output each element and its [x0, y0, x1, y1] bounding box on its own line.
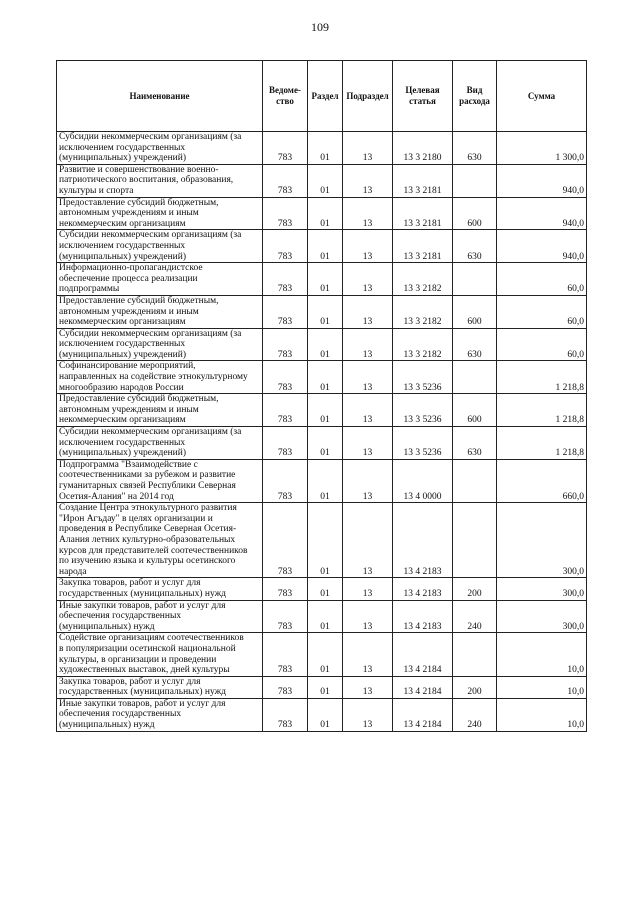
row-section-cell: 01: [308, 361, 343, 394]
row-expense-cell: 630: [453, 427, 497, 460]
table-row: [57, 361, 587, 394]
row-subsection-cell: 13: [343, 578, 393, 600]
row-section-cell: 01: [308, 698, 343, 731]
row-sum-cell: 60,0: [497, 328, 587, 361]
row-target-cell: 13 3 5236: [393, 427, 453, 460]
row-target-cell: 13 3 5236: [393, 361, 453, 394]
row-dept-cell: 783: [263, 427, 308, 460]
row-name-cell: Подпрограмма "Взаимодействие с соотечественниками за рубежом и развитие гуманитарных связей Республики Северная Осетия-Алания" на 2014 год: [57, 459, 263, 502]
table-row: [57, 295, 587, 328]
row-section-cell: 01: [308, 132, 343, 165]
row-sum-cell: 10,0: [497, 676, 587, 698]
header-dept: Ведоме- ство: [263, 61, 308, 132]
row-sum-cell: 60,0: [497, 295, 587, 328]
table-row: [57, 328, 587, 361]
row-subsection-cell: 13: [343, 633, 393, 676]
row-section-cell: 01: [308, 427, 343, 460]
row-target-cell: 13 3 2181: [393, 197, 453, 230]
row-target-cell: 13 4 2184: [393, 676, 453, 698]
row-expense-cell: [453, 263, 497, 296]
row-target-cell: 13 4 2183: [393, 503, 453, 578]
row-dept-cell: 783: [263, 698, 308, 731]
row-section-cell: 01: [308, 328, 343, 361]
row-expense-cell: [453, 459, 497, 502]
row-dept-cell: 783: [263, 633, 308, 676]
row-name-cell: Предоставление субсидий бюджетным, автономным учреждениям и иным некоммерческим организациям: [57, 197, 263, 230]
table-row: [57, 459, 587, 502]
row-name-cell: Информационно-пропагандистское обеспечение процесса реализации подпрограммы: [57, 263, 263, 296]
row-dept-cell: 783: [263, 600, 308, 633]
row-subsection-cell: 13: [343, 230, 393, 263]
row-target-cell: 13 3 2182: [393, 295, 453, 328]
row-name-cell: Содействие организациям соотечественников в популяризации осетинской национальной культуры, в организации и проведении художественных выставок, дней культуры: [57, 633, 263, 676]
row-target-cell: 13 4 2184: [393, 633, 453, 676]
table-row: [57, 164, 587, 197]
row-sum-cell: 300,0: [497, 503, 587, 578]
row-subsection-cell: 13: [343, 132, 393, 165]
row-sum-cell: 10,0: [497, 633, 587, 676]
row-subsection-cell: 13: [343, 676, 393, 698]
row-sum-cell: 660,0: [497, 459, 587, 502]
row-expense-cell: 600: [453, 295, 497, 328]
row-section-cell: 01: [308, 459, 343, 502]
table-row: [57, 698, 587, 731]
header-target: Целевая статья: [393, 61, 453, 132]
row-name-cell: Субсидии некоммерческим организациям (за исключением государственных (муниципальных) учреждений): [57, 132, 263, 165]
table-row: [57, 578, 587, 600]
budget-table: [56, 60, 587, 732]
row-name-cell: Закупка товаров, работ и услуг для государственных (муниципальных) нужд: [57, 578, 263, 600]
row-name-cell: Софинансирование мероприятий, направленных на содействие этнокультурному многообразию народов России: [57, 361, 263, 394]
row-section-cell: 01: [308, 164, 343, 197]
row-target-cell: 13 4 2184: [393, 698, 453, 731]
row-sum-cell: 940,0: [497, 197, 587, 230]
table-row: [57, 600, 587, 633]
table-row: [57, 633, 587, 676]
table-body: [57, 132, 587, 732]
row-dept-cell: 783: [263, 230, 308, 263]
row-subsection-cell: 13: [343, 295, 393, 328]
row-subsection-cell: 13: [343, 328, 393, 361]
row-name-cell: Развитие и совершенствование военно- патриотического воспитания, образования, культуры и спорта: [57, 164, 263, 197]
table-row: [57, 230, 587, 263]
row-name-cell: Субсидии некоммерческим организациям (за исключением государственных (муниципальных) учреждений): [57, 427, 263, 460]
row-expense-cell: [453, 503, 497, 578]
header-name: Наименование: [57, 61, 263, 132]
row-name-cell: Создание Центра этнокультурного развития "Ирон Агъдау" в целях организации и проведения в Республике Северная Осетия- Алания летних культурно-образовательных курсов для представителей соотечественников по изучению языка и культуры осетинского народа: [57, 503, 263, 578]
page-number: 109: [311, 20, 329, 34]
table-row: [57, 427, 587, 460]
row-subsection-cell: 13: [343, 600, 393, 633]
row-expense-cell: [453, 361, 497, 394]
row-target-cell: 13 3 2182: [393, 263, 453, 296]
row-subsection-cell: 13: [343, 361, 393, 394]
row-name-cell: Предоставление субсидий бюджетным, автономным учреждениям и иным некоммерческим организациям: [57, 295, 263, 328]
row-target-cell: 13 4 2183: [393, 578, 453, 600]
row-target-cell: 13 3 2181: [393, 164, 453, 197]
row-dept-cell: 783: [263, 164, 308, 197]
row-dept-cell: 783: [263, 328, 308, 361]
row-dept-cell: 783: [263, 132, 308, 165]
table-header-row: [57, 61, 587, 132]
row-target-cell: 13 3 2180: [393, 132, 453, 165]
row-sum-cell: 940,0: [497, 164, 587, 197]
table-row: [57, 503, 587, 578]
row-target-cell: 13 3 2181: [393, 230, 453, 263]
row-section-cell: 01: [308, 503, 343, 578]
row-expense-cell: 630: [453, 328, 497, 361]
row-dept-cell: 783: [263, 263, 308, 296]
row-name-cell: Иные закупки товаров, работ и услуг для обеспечения государственных (муниципальных) нужд: [57, 600, 263, 633]
row-sum-cell: 10,0: [497, 698, 587, 731]
row-subsection-cell: 13: [343, 394, 393, 427]
row-expense-cell: 200: [453, 676, 497, 698]
header-expense: Вид расхода: [453, 61, 497, 132]
row-name-cell: Иные закупки товаров, работ и услуг для обеспечения государственных (муниципальных) нужд: [57, 698, 263, 731]
row-target-cell: 13 4 0000: [393, 459, 453, 502]
row-expense-cell: 240: [453, 698, 497, 731]
row-target-cell: 13 4 2183: [393, 600, 453, 633]
row-dept-cell: 783: [263, 361, 308, 394]
row-subsection-cell: 13: [343, 503, 393, 578]
row-sum-cell: 60,0: [497, 263, 587, 296]
row-subsection-cell: 13: [343, 164, 393, 197]
row-section-cell: 01: [308, 676, 343, 698]
row-dept-cell: 783: [263, 578, 308, 600]
row-sum-cell: 1 218,8: [497, 394, 587, 427]
row-dept-cell: 783: [263, 676, 308, 698]
row-section-cell: 01: [308, 197, 343, 230]
row-subsection-cell: 13: [343, 459, 393, 502]
row-sum-cell: 1 218,8: [497, 427, 587, 460]
row-dept-cell: 783: [263, 459, 308, 502]
table-row: [57, 197, 587, 230]
row-section-cell: 01: [308, 263, 343, 296]
row-name-cell: Предоставление субсидий бюджетным, автономным учреждениям и иным некоммерческим организациям: [57, 394, 263, 427]
row-section-cell: 01: [308, 600, 343, 633]
row-dept-cell: 783: [263, 503, 308, 578]
row-expense-cell: 630: [453, 132, 497, 165]
table-row: [57, 263, 587, 296]
row-section-cell: 01: [308, 394, 343, 427]
header-subsection: Подраздел: [343, 61, 393, 132]
row-subsection-cell: 13: [343, 263, 393, 296]
table-row: [57, 132, 587, 165]
row-dept-cell: 783: [263, 295, 308, 328]
row-name-cell: Закупка товаров, работ и услуг для государственных (муниципальных) нужд: [57, 676, 263, 698]
row-sum-cell: 1 218,8: [497, 361, 587, 394]
row-subsection-cell: 13: [343, 698, 393, 731]
row-sum-cell: 300,0: [497, 578, 587, 600]
row-target-cell: 13 3 2182: [393, 328, 453, 361]
row-section-cell: 01: [308, 633, 343, 676]
row-sum-cell: 1 300,0: [497, 132, 587, 165]
row-target-cell: 13 3 5236: [393, 394, 453, 427]
table-row: [57, 394, 587, 427]
row-subsection-cell: 13: [343, 427, 393, 460]
row-sum-cell: 300,0: [497, 600, 587, 633]
row-sum-cell: 940,0: [497, 230, 587, 263]
row-expense-cell: 240: [453, 600, 497, 633]
header-section: Раздел: [308, 61, 343, 132]
row-expense-cell: [453, 164, 497, 197]
row-expense-cell: [453, 633, 497, 676]
row-expense-cell: 600: [453, 394, 497, 427]
row-name-cell: Субсидии некоммерческим организациям (за исключением государственных (муниципальных) учреждений): [57, 328, 263, 361]
row-expense-cell: 600: [453, 197, 497, 230]
row-dept-cell: 783: [263, 394, 308, 427]
header-sum: Сумма: [497, 61, 587, 132]
row-expense-cell: 200: [453, 578, 497, 600]
row-section-cell: 01: [308, 295, 343, 328]
table-row: [57, 676, 587, 698]
row-name-cell: Субсидии некоммерческим организациям (за исключением государственных (муниципальных) учреждений): [57, 230, 263, 263]
row-subsection-cell: 13: [343, 197, 393, 230]
row-section-cell: 01: [308, 230, 343, 263]
row-section-cell: 01: [308, 578, 343, 600]
row-expense-cell: 630: [453, 230, 497, 263]
row-dept-cell: 783: [263, 197, 308, 230]
